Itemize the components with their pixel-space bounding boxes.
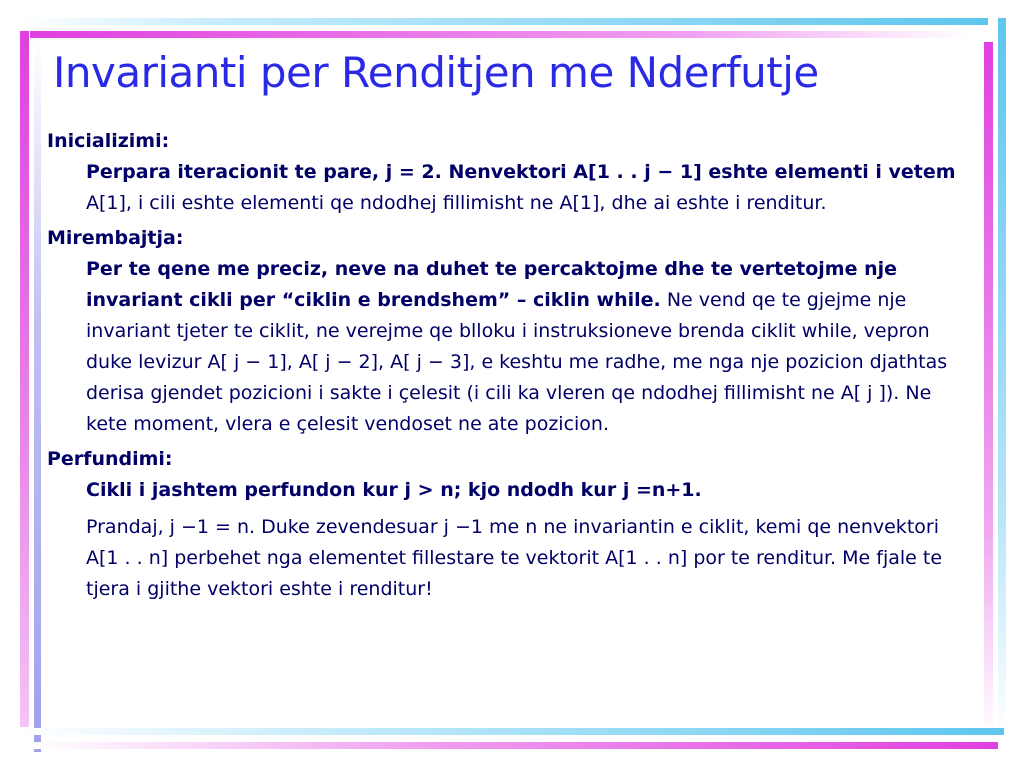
frame-bar-top-magenta	[30, 31, 970, 38]
frame-bar-bottom-cyan	[20, 728, 1004, 735]
paragraph-text: A[1], i cili eshte elementi qe ndodhej fillimisht ne A[1], dhe ai eshte i renditur.	[86, 192, 827, 214]
paragraph-bold-text: Cikli i jashtem perfundon kur j > n; kjo ndodh kur j =n+1.	[86, 479, 702, 501]
frame-bar-left-magenta	[20, 31, 29, 727]
section-heading-perfundimi: Perfundimi:	[47, 448, 173, 470]
slide-title: Invarianti per Renditjen me Nderfutje	[53, 48, 819, 97]
frame-bar-right-magenta	[984, 42, 993, 738]
section-paragraph	[86, 475, 977, 506]
frame-bar-left-lavender	[34, 40, 41, 752]
frame-bar-bottom-magenta	[34, 742, 998, 749]
section-heading-mirembajtja: Mirembajtja:	[47, 227, 184, 249]
paragraph-text: Ne vend qe te gjejme nje invariant tjeter te ciklit, ne verejme qe blloku i instruksioneve brenda ciklit while, vepron duke levizur A[ j − 1], A[ j − 2], A[ j − 3], e keshtu me radhe, me nga nje pozicion djathtas derisa gjendet pozicioni i sakte i çelesit (i cili ka vleren qe ndodhej fillimisht ne A[ j ]). Ne kete moment, vlera e çelesit vendoset ne ate pozicion.	[86, 289, 948, 435]
section-paragraph	[86, 254, 977, 440]
section-heading-inicializimi: Inicializimi:	[47, 130, 170, 152]
section-paragraph	[86, 157, 977, 219]
paragraph-bold-text: Per te qene me preciz, neve na duhet te percaktojme dhe te vertetojme nje invariant cikli per “ciklin e brendshem” – ciklin while.	[86, 258, 898, 311]
paragraph-text: Prandaj, j −1 = n. Duke zevendesuar j −1 me n ne invariantin e ciklit, kemi qe nenvektori A[1 . . n] perbehet nga elementet fillestare te vektorit A[1 . . n] por te renditur. Me fjale te tjera i gjithe vektori eshte i renditur!	[86, 516, 943, 600]
slide-content	[47, 126, 977, 609]
frame-bar-top-cyan	[20, 18, 988, 25]
paragraph-bold-text: Perpara iteracionit te pare, j = 2. Nenvektori A[1 . . j − 1] eshte elementi i vetem	[86, 161, 956, 183]
section-paragraph	[86, 512, 977, 605]
frame-bar-right-cyan	[998, 18, 1006, 733]
